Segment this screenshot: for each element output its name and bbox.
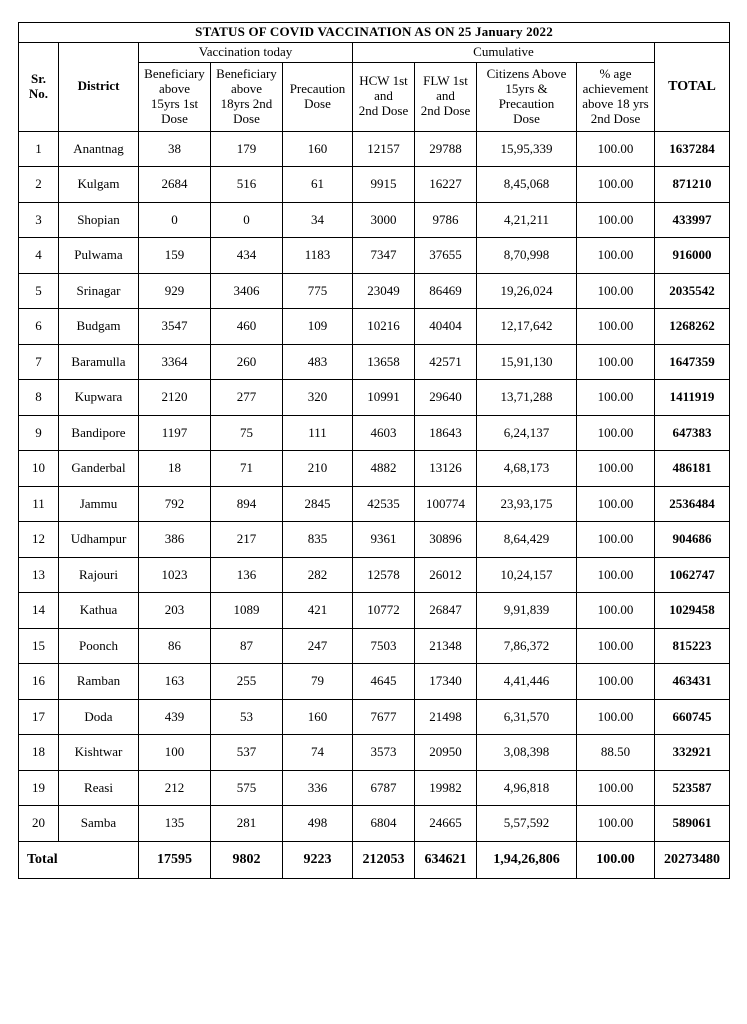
row-total: 2536484 <box>655 486 730 522</box>
row-total: 1268262 <box>655 309 730 345</box>
row-total: 433997 <box>655 202 730 238</box>
total-pct-age: 100.00 <box>577 841 655 878</box>
row-total: 1411919 <box>655 380 730 416</box>
row-citizens: 4,21,211 <box>477 202 577 238</box>
row-pct-age: 100.00 <box>577 273 655 309</box>
row-flw: 16227 <box>415 167 477 203</box>
row-beneficiary-15: 159 <box>139 238 211 274</box>
row-pct-age: 100.00 <box>577 131 655 167</box>
row-beneficiary-15: 38 <box>139 131 211 167</box>
row-sr-no: 8 <box>19 380 59 416</box>
table-row <box>19 522 730 558</box>
row-flw: 86469 <box>415 273 477 309</box>
row-beneficiary-15: 2120 <box>139 380 211 416</box>
row-sr-no: 13 <box>19 557 59 593</box>
row-beneficiary-15: 792 <box>139 486 211 522</box>
table-row <box>19 309 730 345</box>
row-sr-no: 18 <box>19 735 59 771</box>
row-precaution: 1183 <box>283 238 353 274</box>
row-precaution: 835 <box>283 522 353 558</box>
row-beneficiary-18: 260 <box>211 344 283 380</box>
row-hcw: 23049 <box>353 273 415 309</box>
row-flw: 19982 <box>415 770 477 806</box>
table-row <box>19 167 730 203</box>
row-pct-age: 100.00 <box>577 664 655 700</box>
row-total: 2035542 <box>655 273 730 309</box>
row-hcw: 7347 <box>353 238 415 274</box>
row-hcw: 6787 <box>353 770 415 806</box>
row-pct-age: 100.00 <box>577 770 655 806</box>
row-flw: 29788 <box>415 131 477 167</box>
row-citizens: 5,57,592 <box>477 806 577 842</box>
row-district: Reasi <box>59 770 139 806</box>
row-pct-age: 100.00 <box>577 628 655 664</box>
row-pct-age: 100.00 <box>577 451 655 487</box>
row-total: 647383 <box>655 415 730 451</box>
page-title: STATUS OF COVID VACCINATION AS ON 25 January 2022 <box>19 23 730 43</box>
table-row <box>19 415 730 451</box>
row-beneficiary-18: 281 <box>211 806 283 842</box>
row-pct-age: 100.00 <box>577 167 655 203</box>
row-total: 1062747 <box>655 557 730 593</box>
row-hcw: 12157 <box>353 131 415 167</box>
row-beneficiary-15: 439 <box>139 699 211 735</box>
row-sr-no: 15 <box>19 628 59 664</box>
table-row <box>19 735 730 771</box>
row-beneficiary-18: 537 <box>211 735 283 771</box>
table-row <box>19 273 730 309</box>
row-precaution: 421 <box>283 593 353 629</box>
row-beneficiary-18: 575 <box>211 770 283 806</box>
table-row <box>19 344 730 380</box>
column-header-beneficiary-15: Beneficiary above 15yrs 1st Dose <box>139 62 211 131</box>
table-header <box>19 23 730 132</box>
row-sr-no: 14 <box>19 593 59 629</box>
row-pct-age: 100.00 <box>577 309 655 345</box>
row-district: Anantnag <box>59 131 139 167</box>
row-beneficiary-18: 0 <box>211 202 283 238</box>
row-citizens: 13,71,288 <box>477 380 577 416</box>
row-citizens: 19,26,024 <box>477 273 577 309</box>
row-precaution: 320 <box>283 380 353 416</box>
row-district: Kupwara <box>59 380 139 416</box>
row-total: 916000 <box>655 238 730 274</box>
group-header-vaccination-today: Vaccination today <box>139 42 353 62</box>
row-flw: 26012 <box>415 557 477 593</box>
row-beneficiary-15: 18 <box>139 451 211 487</box>
row-flw: 21498 <box>415 699 477 735</box>
row-precaution: 483 <box>283 344 353 380</box>
row-total: 815223 <box>655 628 730 664</box>
row-hcw: 7503 <box>353 628 415 664</box>
row-district: Doda <box>59 699 139 735</box>
row-pct-age: 100.00 <box>577 557 655 593</box>
row-beneficiary-15: 135 <box>139 806 211 842</box>
row-pct-age: 100.00 <box>577 806 655 842</box>
row-beneficiary-15: 86 <box>139 628 211 664</box>
table-row <box>19 131 730 167</box>
row-beneficiary-18: 217 <box>211 522 283 558</box>
total-beneficiary-18: 9802 <box>211 841 283 878</box>
row-pct-age: 100.00 <box>577 593 655 629</box>
row-pct-age: 100.00 <box>577 415 655 451</box>
row-beneficiary-18: 434 <box>211 238 283 274</box>
row-beneficiary-15: 163 <box>139 664 211 700</box>
row-flw: 30896 <box>415 522 477 558</box>
total-row-label: Total <box>19 841 139 878</box>
table-footer <box>19 841 730 878</box>
table-row <box>19 770 730 806</box>
row-citizens: 3,08,398 <box>477 735 577 771</box>
column-header-citizens: Citizens Above 15yrs & Precaution Dose <box>477 62 577 131</box>
row-pct-age: 100.00 <box>577 380 655 416</box>
row-district: Bandipore <box>59 415 139 451</box>
row-hcw: 9915 <box>353 167 415 203</box>
sr-no-label-line2: No. <box>28 85 49 101</box>
row-citizens: 6,31,570 <box>477 699 577 735</box>
row-precaution: 282 <box>283 557 353 593</box>
row-citizens: 15,95,339 <box>477 131 577 167</box>
row-pct-age: 100.00 <box>577 238 655 274</box>
row-sr-no: 12 <box>19 522 59 558</box>
row-beneficiary-15: 212 <box>139 770 211 806</box>
row-total: 871210 <box>655 167 730 203</box>
table-total-row <box>19 841 730 878</box>
row-flw: 18643 <box>415 415 477 451</box>
row-district: Srinagar <box>59 273 139 309</box>
column-header-hcw: HCW 1st and 2nd Dose <box>353 62 415 131</box>
column-header-total: TOTAL <box>655 42 730 131</box>
row-sr-no: 16 <box>19 664 59 700</box>
row-district: Jammu <box>59 486 139 522</box>
column-header-flw: FLW 1st and 2nd Dose <box>415 62 477 131</box>
table-row <box>19 628 730 664</box>
row-sr-no: 5 <box>19 273 59 309</box>
row-flw: 29640 <box>415 380 477 416</box>
row-flw: 13126 <box>415 451 477 487</box>
total-beneficiary-15: 17595 <box>139 841 211 878</box>
group-header-row <box>19 42 730 62</box>
row-flw: 26847 <box>415 593 477 629</box>
table-row <box>19 451 730 487</box>
row-flw: 100774 <box>415 486 477 522</box>
row-precaution: 498 <box>283 806 353 842</box>
row-flw: 24665 <box>415 806 477 842</box>
row-total: 1637284 <box>655 131 730 167</box>
row-beneficiary-18: 87 <box>211 628 283 664</box>
row-hcw: 9361 <box>353 522 415 558</box>
total-grand-total: 20273480 <box>655 841 730 878</box>
row-district: Ganderbal <box>59 451 139 487</box>
row-total: 523587 <box>655 770 730 806</box>
column-header-district: District <box>59 42 139 131</box>
total-hcw: 212053 <box>353 841 415 878</box>
total-precaution: 9223 <box>283 841 353 878</box>
row-citizens: 23,93,175 <box>477 486 577 522</box>
table-row <box>19 202 730 238</box>
row-beneficiary-18: 71 <box>211 451 283 487</box>
row-district: Poonch <box>59 628 139 664</box>
table-row <box>19 664 730 700</box>
row-beneficiary-15: 1197 <box>139 415 211 451</box>
row-flw: 9786 <box>415 202 477 238</box>
row-beneficiary-18: 53 <box>211 699 283 735</box>
row-beneficiary-18: 516 <box>211 167 283 203</box>
row-sr-no: 10 <box>19 451 59 487</box>
row-precaution: 210 <box>283 451 353 487</box>
row-beneficiary-18: 179 <box>211 131 283 167</box>
row-hcw: 6804 <box>353 806 415 842</box>
row-beneficiary-18: 136 <box>211 557 283 593</box>
row-beneficiary-15: 203 <box>139 593 211 629</box>
sr-no-label-line1: Sr. <box>30 70 47 86</box>
row-precaution: 160 <box>283 699 353 735</box>
row-precaution: 775 <box>283 273 353 309</box>
row-citizens: 8,45,068 <box>477 167 577 203</box>
row-flw: 37655 <box>415 238 477 274</box>
row-pct-age: 100.00 <box>577 344 655 380</box>
column-header-sr-no <box>19 42 59 131</box>
row-hcw: 4882 <box>353 451 415 487</box>
row-precaution: 336 <box>283 770 353 806</box>
row-sr-no: 1 <box>19 131 59 167</box>
row-sr-no: 17 <box>19 699 59 735</box>
row-hcw: 13658 <box>353 344 415 380</box>
row-beneficiary-15: 100 <box>139 735 211 771</box>
row-total: 463431 <box>655 664 730 700</box>
row-precaution: 79 <box>283 664 353 700</box>
row-pct-age: 88.50 <box>577 735 655 771</box>
table-row <box>19 593 730 629</box>
row-precaution: 74 <box>283 735 353 771</box>
row-precaution: 34 <box>283 202 353 238</box>
row-district: Rajouri <box>59 557 139 593</box>
row-beneficiary-18: 894 <box>211 486 283 522</box>
row-district: Shopian <box>59 202 139 238</box>
title-row <box>19 23 730 43</box>
row-hcw: 10216 <box>353 309 415 345</box>
row-total: 332921 <box>655 735 730 771</box>
row-total: 1029458 <box>655 593 730 629</box>
row-hcw: 3000 <box>353 202 415 238</box>
row-sr-no: 2 <box>19 167 59 203</box>
table-row <box>19 806 730 842</box>
row-district: Udhampur <box>59 522 139 558</box>
column-header-beneficiary-18: Beneficiary above 18yrs 2nd Dose <box>211 62 283 131</box>
table-row <box>19 238 730 274</box>
row-citizens: 8,70,998 <box>477 238 577 274</box>
row-district: Kulgam <box>59 167 139 203</box>
row-beneficiary-18: 255 <box>211 664 283 700</box>
row-pct-age: 100.00 <box>577 486 655 522</box>
row-flw: 17340 <box>415 664 477 700</box>
row-citizens: 12,17,642 <box>477 309 577 345</box>
row-district: Kathua <box>59 593 139 629</box>
row-total: 486181 <box>655 451 730 487</box>
covid-vaccination-table <box>18 22 730 879</box>
column-header-pct-age: % age achievement above 18 yrs 2nd Dose <box>577 62 655 131</box>
row-precaution: 2845 <box>283 486 353 522</box>
row-beneficiary-15: 929 <box>139 273 211 309</box>
row-precaution: 61 <box>283 167 353 203</box>
table-row <box>19 380 730 416</box>
row-sr-no: 7 <box>19 344 59 380</box>
row-hcw: 3573 <box>353 735 415 771</box>
row-citizens: 9,91,839 <box>477 593 577 629</box>
row-beneficiary-15: 3547 <box>139 309 211 345</box>
row-pct-age: 100.00 <box>577 522 655 558</box>
row-total: 660745 <box>655 699 730 735</box>
row-hcw: 4603 <box>353 415 415 451</box>
row-hcw: 7677 <box>353 699 415 735</box>
row-hcw: 10991 <box>353 380 415 416</box>
row-sr-no: 3 <box>19 202 59 238</box>
table-row <box>19 699 730 735</box>
row-beneficiary-18: 3406 <box>211 273 283 309</box>
row-beneficiary-18: 75 <box>211 415 283 451</box>
row-district: Samba <box>59 806 139 842</box>
table-body <box>19 131 730 841</box>
row-precaution: 247 <box>283 628 353 664</box>
row-beneficiary-18: 460 <box>211 309 283 345</box>
row-pct-age: 100.00 <box>577 699 655 735</box>
row-sr-no: 9 <box>19 415 59 451</box>
row-citizens: 7,86,372 <box>477 628 577 664</box>
group-header-cumulative: Cumulative <box>353 42 655 62</box>
row-flw: 20950 <box>415 735 477 771</box>
row-hcw: 10772 <box>353 593 415 629</box>
column-header-precaution-dose: Precaution Dose <box>283 62 353 131</box>
row-citizens: 4,96,818 <box>477 770 577 806</box>
row-citizens: 8,64,429 <box>477 522 577 558</box>
row-hcw: 42535 <box>353 486 415 522</box>
row-citizens: 10,24,157 <box>477 557 577 593</box>
row-pct-age: 100.00 <box>577 202 655 238</box>
row-sr-no: 11 <box>19 486 59 522</box>
row-sr-no: 6 <box>19 309 59 345</box>
row-flw: 40404 <box>415 309 477 345</box>
row-sr-no: 20 <box>19 806 59 842</box>
row-precaution: 109 <box>283 309 353 345</box>
total-flw: 634621 <box>415 841 477 878</box>
row-hcw: 12578 <box>353 557 415 593</box>
row-citizens: 15,91,130 <box>477 344 577 380</box>
row-beneficiary-15: 0 <box>139 202 211 238</box>
row-precaution: 160 <box>283 131 353 167</box>
row-district: Pulwama <box>59 238 139 274</box>
row-district: Ramban <box>59 664 139 700</box>
row-total: 589061 <box>655 806 730 842</box>
row-beneficiary-18: 277 <box>211 380 283 416</box>
row-sr-no: 19 <box>19 770 59 806</box>
row-hcw: 4645 <box>353 664 415 700</box>
total-citizens: 1,94,26,806 <box>477 841 577 878</box>
row-flw: 21348 <box>415 628 477 664</box>
row-total: 1647359 <box>655 344 730 380</box>
row-beneficiary-18: 1089 <box>211 593 283 629</box>
row-flw: 42571 <box>415 344 477 380</box>
row-beneficiary-15: 386 <box>139 522 211 558</box>
row-beneficiary-15: 1023 <box>139 557 211 593</box>
row-precaution: 111 <box>283 415 353 451</box>
row-citizens: 4,41,446 <box>477 664 577 700</box>
row-beneficiary-15: 2684 <box>139 167 211 203</box>
table-row <box>19 486 730 522</box>
row-citizens: 6,24,137 <box>477 415 577 451</box>
row-district: Budgam <box>59 309 139 345</box>
row-district: Baramulla <box>59 344 139 380</box>
table-row <box>19 557 730 593</box>
row-beneficiary-15: 3364 <box>139 344 211 380</box>
row-sr-no: 4 <box>19 238 59 274</box>
row-citizens: 4,68,173 <box>477 451 577 487</box>
row-total: 904686 <box>655 522 730 558</box>
row-district: Kishtwar <box>59 735 139 771</box>
